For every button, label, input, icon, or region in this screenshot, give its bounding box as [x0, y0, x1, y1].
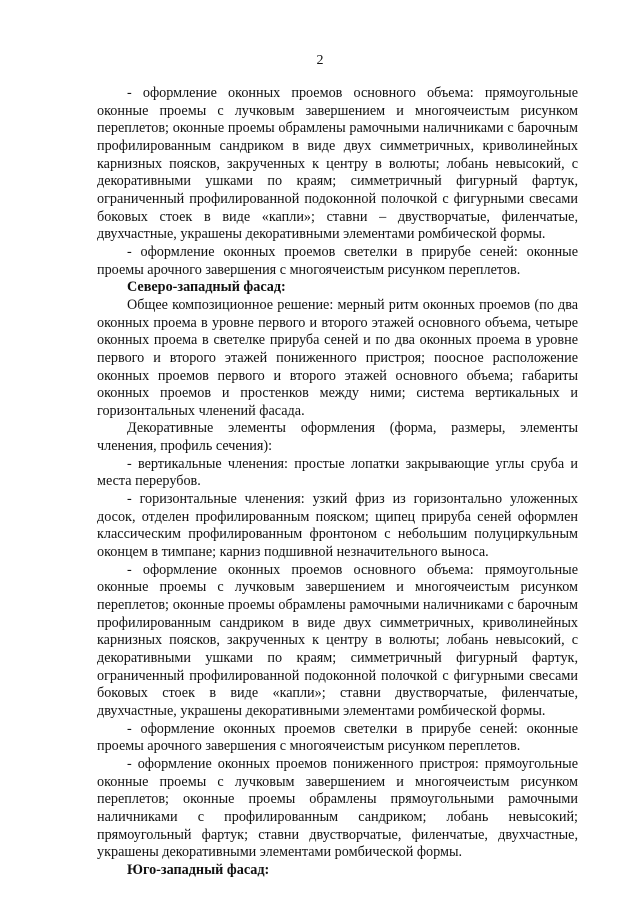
paragraph-windows-svetelka: - оформление оконных проемов светелки в прирубе сеней: оконные проемы арочного завершения с многоячеистым рисунком переплетов.: [97, 243, 578, 278]
paragraph-windows-main-volume-2: - оформление оконных проемов основного объема: прямоугольные оконные проемы с лучковым завершением и многоячеистым рисунком переплетов; оконные проемы обрамлены рамочными наличниками с барочным профилированным сандриком в виде двух симметричных, криволинейных карнизных поясков, закрученных к центру в волюты; лобань невысокий, с декоративными ушками по краям; симметричный фигурный фартук, ограниченный профилированной подоконной полочкой с фигурными свесами боковых стоек в виде «капли»; ставни двустворчатые, филенчатые, двухчастные, украшены декоративными элементами ромбической формы.: [97, 561, 578, 719]
paragraph-composition: Общее композиционное решение: мерный ритм оконных проемов (по два оконных проема в уровне первого и второго этажей основного объема, четыре оконных проема в светелке прируба сеней и по два оконных проема в уровне первого и второго этажей пониженного пристроя; поосное расположение оконных проемов первого и второго этажей основного объема; габариты оконных проемов и простенков между ними; система вертикальных и горизонтальных членений фасада.: [97, 296, 578, 419]
paragraph-windows-svetelka-2: - оформление оконных проемов светелки в прирубе сеней: оконные проемы арочного завершения с многоячеистым рисунком переплетов.: [97, 720, 578, 755]
heading-southwest-facade: Юго-западный фасад:: [127, 861, 270, 878]
page-number: 2: [316, 53, 324, 68]
paragraph-decorative-elements: Декоративные элементы оформления (форма, размеры, элементы членения, профиль сечения):: [97, 420, 578, 455]
document-body: [97, 85, 578, 880]
paragraph-windows-main-volume: - оформление оконных проемов основного объема: прямоугольные оконные проемы с лучковым завершением и многоячеистым рисунком переплетов; оконные проемы обрамлены рамочными наличниками с барочным профилированным сандриком в виде двух симметричных, криволинейных карнизных поясков, закрученных к центру в волюты; лобань невысокий, с декоративными ушками по краям; симметричный фигурный фартук, ограниченный профилированной подоконной полочкой с фигурными свесами боковых стоек в виде «капли»; ставни – двустворчатые, филенчатые, двухчастные, украшены декоративными элементами ромбической формы.: [97, 85, 578, 243]
paragraph-windows-lower-annex: - оформление оконных проемов пониженного пристроя: прямоугольные оконные проемы с лучковым завершением и многоячеистым рисунком переплетов; оконные проемы обрамлены прямоугольными рамочными наличниками с профилированным сандриком; лобань невысокий; прямоугольный фартук; ставни двустворчатые, филенчатые, двухчастные, украшены декоративными элементами ромбической формы.: [97, 755, 578, 861]
paragraph-vertical-divisions: - вертикальные членения: простые лопатки закрывающие углы сруба и места перерубов.: [97, 455, 578, 490]
paragraph-horizontal-divisions: - горизонтальные членения: узкий фриз из горизонтально уложенных досок, отделен профилированным пояском; щипец прируба сеней оформлен классическим профилированным фронтоном с небольшим полуциркульным оконцем в тимпане; карниз подшивной незначительного выноса.: [97, 491, 578, 561]
heading-northwest-facade: Северо-западный фасад:: [127, 279, 286, 296]
